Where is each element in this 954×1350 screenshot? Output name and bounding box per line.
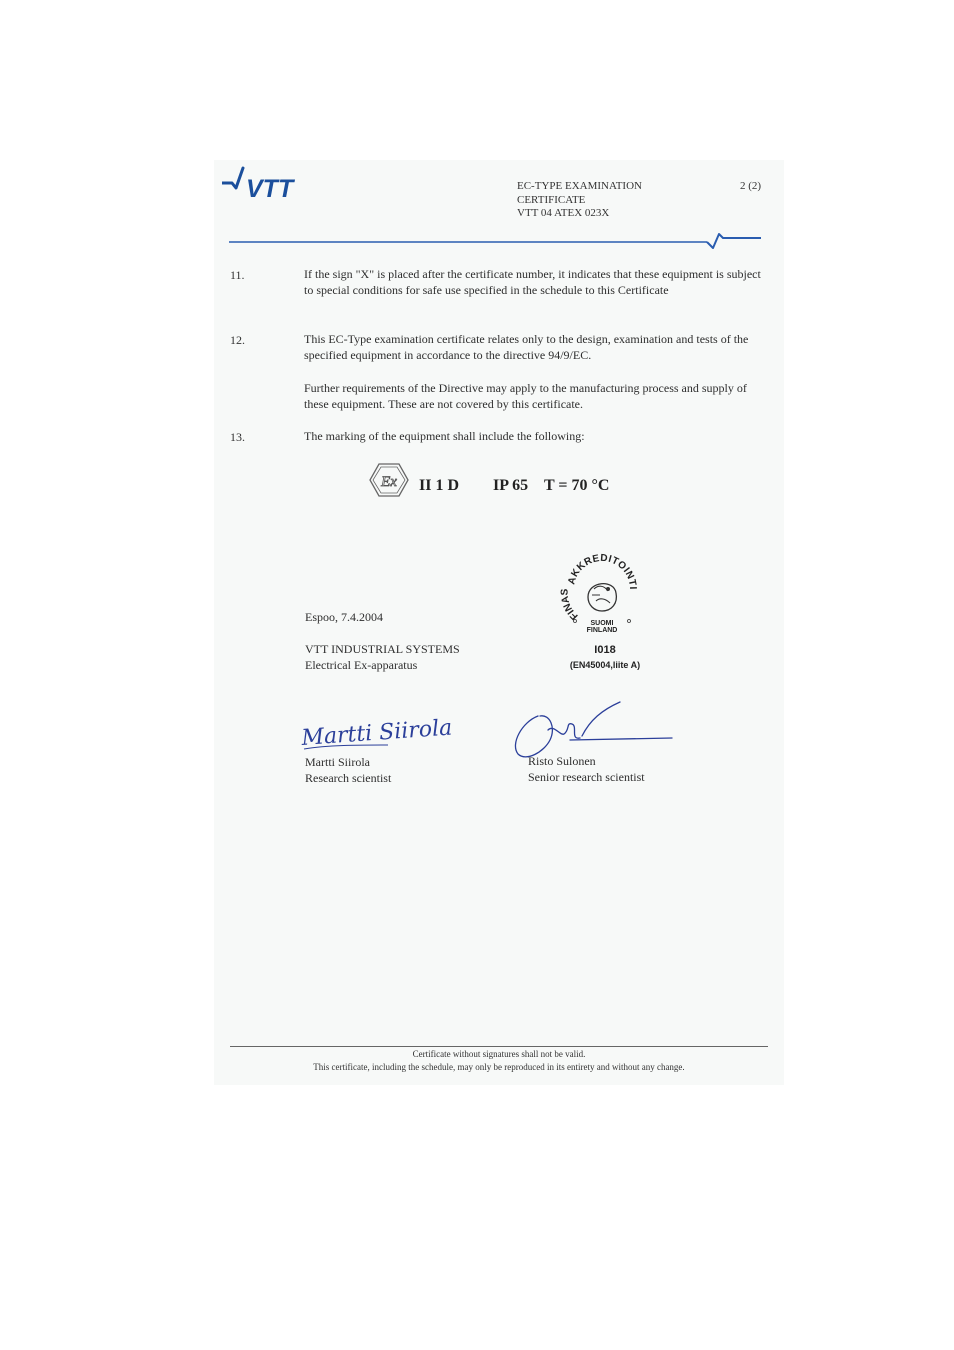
svg-text:SUOMI: SUOMI bbox=[590, 620, 614, 627]
svg-text:FINLAND: FINLAND bbox=[586, 627, 618, 634]
signatory-title: Research scientist bbox=[305, 771, 392, 785]
item-number: 11. bbox=[230, 268, 245, 282]
marking-temperature: T = 70 °C bbox=[544, 477, 610, 494]
svg-text:Martti Siirola: Martti Siirola bbox=[300, 715, 453, 751]
marking-group: II 1 D bbox=[419, 477, 460, 494]
item-paragraph: The marking of the equipment shall include the following: bbox=[304, 429, 585, 443]
accreditation-code: I018 bbox=[594, 644, 616, 656]
item-paragraph: This EC-Type examination certificate relates only to the design, examination and tests of the specified equipment in accordance to the directive 94/9/EC. bbox=[304, 332, 749, 363]
doc-type-line2: CERTIFICATE bbox=[517, 193, 586, 206]
item-number: 12. bbox=[230, 333, 245, 347]
org-department: Electrical Ex-apparatus bbox=[305, 658, 418, 672]
marking-ip: IP 65 bbox=[493, 477, 529, 494]
footer-validity-note: Certificate without signatures shall not be valid. bbox=[412, 1049, 586, 1059]
svg-text:VTT: VTT bbox=[246, 175, 294, 200]
page-number: 2 (2) bbox=[740, 180, 762, 192]
place-date: Espoo, 7.4.2004 bbox=[305, 610, 383, 624]
svg-text:FINAS: FINAS bbox=[559, 588, 581, 622]
org-name: VTT INDUSTRIAL SYSTEMS bbox=[305, 642, 460, 656]
issuer-org bbox=[305, 641, 460, 673]
svg-text:AKKREDITOINTI: AKKREDITOINTI bbox=[566, 552, 639, 591]
item-paragraph: If the sign "X" is placed after the certificate number, it indicates that these equipment is subject to special conditions for safe use specified in the schedule to this Certificate bbox=[304, 267, 761, 298]
footer-rule bbox=[230, 1046, 768, 1047]
svg-text:Ex: Ex bbox=[381, 474, 397, 490]
footer-reproduction-note: This certificate, including the schedule, may only be reproduced in its entirety and without any change. bbox=[313, 1062, 685, 1072]
accreditation-standard: (EN45004,liite A) bbox=[569, 660, 641, 670]
signatory-name: Martti Siirola bbox=[305, 755, 370, 769]
doc-type-line1: EC-TYPE EXAMINATION bbox=[517, 180, 642, 192]
finas-accreditation-seal bbox=[556, 545, 648, 637]
header-rule bbox=[229, 226, 765, 250]
signatory-2 bbox=[528, 753, 645, 785]
vtt-logo bbox=[222, 166, 322, 200]
item-number: 13. bbox=[230, 430, 245, 444]
item-paragraph: Further requirements of the Directive may apply to the manufacturing process and supply of these equipment. These are not covered by this certificate. bbox=[304, 381, 747, 412]
signatory-name: Risto Sulonen bbox=[528, 754, 596, 768]
signatory-1 bbox=[305, 754, 391, 786]
certificate-number: VTT 04 ATEX 023X bbox=[517, 207, 610, 219]
ex-hexagon-icon bbox=[368, 462, 410, 498]
signature-siirola bbox=[298, 715, 470, 755]
signatory-title: Senior research scientist bbox=[528, 770, 645, 784]
certificate-header bbox=[517, 180, 642, 221]
